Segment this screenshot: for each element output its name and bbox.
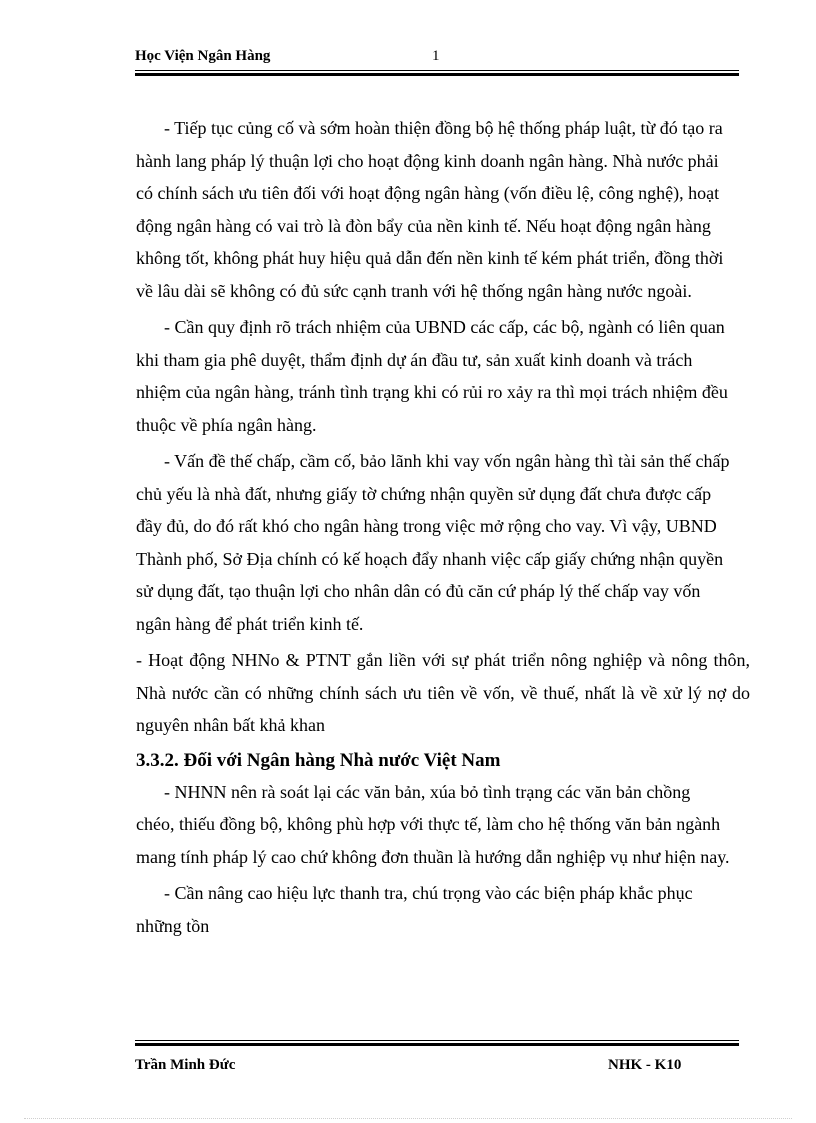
paragraph-legal-framework: - Tiếp tục củng cố và sớm hoàn thiện đồng bộ hệ thống pháp luật, từ đó tạo ra hành lang pháp lý thuận lợi cho hoạt động kinh doanh ngân hàng. Nhà nước phải có chính sách ưu tiên đối với hoạt động ngân hàng (vốn điều lệ, công nghệ), hoạt động ngân hàng có vai trò là đòn bẩy của nền kinh tế. Nếu hoạt động ngân hàng không tốt, không phát huy hiệu quả dẫn đến nền kinh tế kém phát triển, đồng thời về lâu dài sẽ không có đủ sức cạnh tranh với hệ thống ngân hàng nước ngoài.: [136, 118, 724, 301]
institution-name: Học Viện Ngân Hàng: [135, 48, 271, 64]
paragraph-inspection: - Cần nâng cao hiệu lực thanh tra, chú trọng vào các biện pháp khắc phục những tồn: [136, 883, 693, 936]
paragraph-responsibility: - Cần quy định rõ trách nhiệm của UBND các cấp, các bộ, ngành có liên quan khi tham gia phê duyệt, thẩm định dự án đầu tư, sản xuất kinh doanh và trách nhiệm của ngân hàng, tránh tình trạng khi có rủi ro xảy ra thì mọi trách nhiệm đều thuộc về phía ngân hàng.: [136, 317, 728, 435]
author-name: Trần Minh Đức: [135, 1057, 236, 1073]
document-body: [136, 112, 750, 946]
footer-rule-thin: [135, 1040, 739, 1041]
paragraph-agribank: - Hoạt động NHNo & PTNT gắn liền với sự phát triển nông nghiệp và nông thôn, Nhà nước cần có những chính sách ưu tiên về vốn, về thuế, nhất là về xử lý nợ do nguyên nhân bất khả khan: [136, 650, 750, 735]
header-rule-thick: [135, 73, 739, 76]
page-bottom-edge: [24, 1118, 792, 1119]
section-heading: 3.3.2. Đối với Ngân hàng Nhà nước Việt Nam: [136, 749, 501, 771]
page-number: 1: [432, 48, 440, 64]
header-rule-thin: [135, 70, 739, 71]
class-code: NHK - K10: [608, 1057, 682, 1073]
footer-rule-thick: [135, 1043, 739, 1046]
paragraph-sbv-documents: - NHNN nên rà soát lại các văn bản, xúa bỏ tình trạng các văn bản chồng chéo, thiếu đồng bộ, không phù hợp với thực tế, làm cho hệ thống văn bản ngành mang tính pháp lý cao chứ không đơn thuần là hướng dẫn nghiệp vụ như hiện nay.: [136, 781, 730, 867]
page-header: [135, 48, 739, 68]
paragraph-collateral: - Vấn đề thế chấp, cầm cố, bảo lãnh khi vay vốn ngân hàng thì tài sản thế chấp chủ yếu là nhà đất, nhưng giấy tờ chứng nhận quyền sử dụng đất chưa được cấp đầy đủ, do đó rất khó cho ngân hàng trong việc mở rộng cho vay. Vì vậy, UBND Thành phố, Sở Địa chính có kế hoạch đẩy nhanh việc cấp giấy chứng nhận quyền sử dụng đất, tạo thuận lợi cho nhân dân có đủ căn cứ pháp lý thế chấp vay vốn ngân hàng để phát triển kinh tế.: [136, 451, 730, 634]
